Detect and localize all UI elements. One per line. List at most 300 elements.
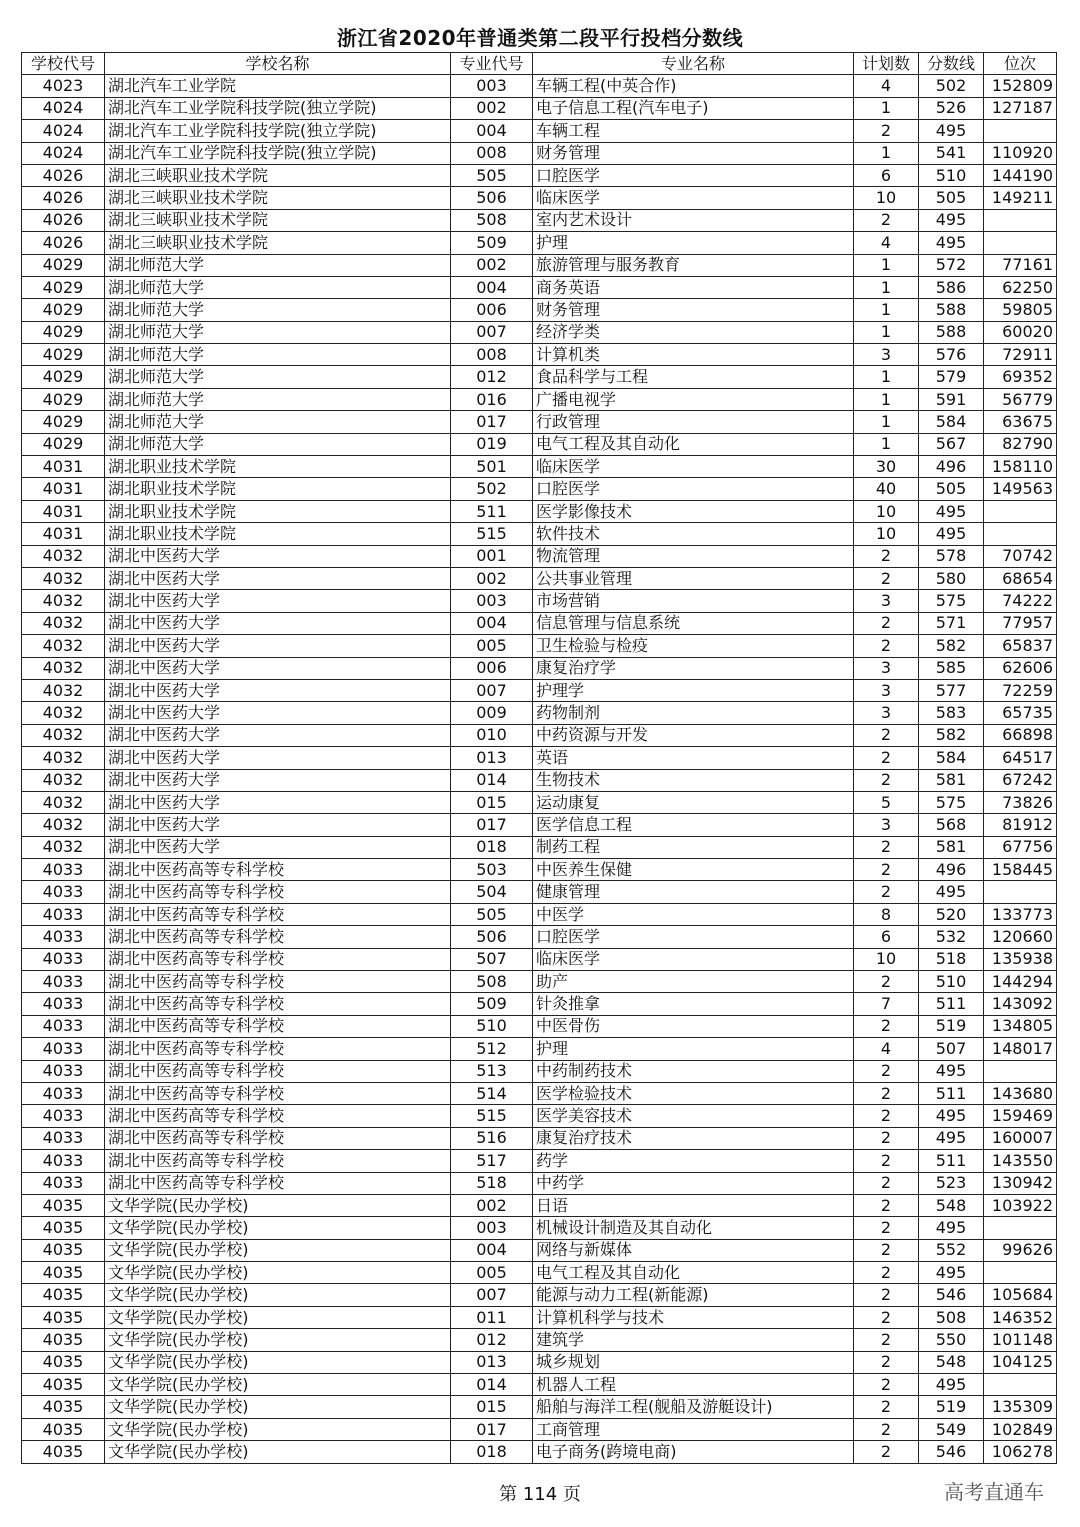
cell-rank: 69352 bbox=[984, 366, 1057, 388]
cell-rank: 65735 bbox=[984, 702, 1057, 724]
cell-rank: 67756 bbox=[984, 836, 1057, 858]
cell-major-code: 514 bbox=[451, 1082, 533, 1104]
table-row bbox=[22, 1284, 1057, 1306]
cell-school-code: 4033 bbox=[22, 971, 105, 993]
cell-plan-count: 2 bbox=[854, 1396, 919, 1418]
cell-school-name: 湖北中医药高等专科学校 bbox=[105, 993, 451, 1015]
cell-school-name: 湖北三峡职业技术学院 bbox=[105, 164, 451, 186]
cell-major-code: 503 bbox=[451, 859, 533, 881]
cell-major-name: 中医养生保健 bbox=[533, 859, 854, 881]
cell-plan-count: 3 bbox=[854, 814, 919, 836]
cell-score-line: 495 bbox=[919, 1060, 984, 1082]
cell-major-name: 电气工程及其自动化 bbox=[533, 433, 854, 455]
cell-school-code: 4024 bbox=[22, 120, 105, 142]
cell-school-code: 4035 bbox=[22, 1306, 105, 1328]
cell-major-code: 009 bbox=[451, 702, 533, 724]
cell-plan-count: 2 bbox=[854, 1418, 919, 1440]
cell-major-code: 512 bbox=[451, 1038, 533, 1060]
cell-plan-count: 2 bbox=[854, 1015, 919, 1037]
cell-school-code: 4033 bbox=[22, 1150, 105, 1172]
table-row bbox=[22, 1351, 1057, 1373]
cell-rank: 77957 bbox=[984, 612, 1057, 634]
cell-rank: 134805 bbox=[984, 1015, 1057, 1037]
cell-major-code: 504 bbox=[451, 881, 533, 903]
cell-major-code: 013 bbox=[451, 1351, 533, 1373]
cell-plan-count: 2 bbox=[854, 1284, 919, 1306]
cell-school-code: 4032 bbox=[22, 836, 105, 858]
cell-rank bbox=[984, 523, 1057, 545]
table-row bbox=[22, 657, 1057, 679]
cell-rank: 104125 bbox=[984, 1351, 1057, 1373]
cell-plan-count: 2 bbox=[854, 1194, 919, 1216]
cell-rank: 67242 bbox=[984, 769, 1057, 791]
table-row bbox=[22, 187, 1057, 209]
cell-school-code: 4035 bbox=[22, 1374, 105, 1396]
cell-major-code: 004 bbox=[451, 612, 533, 634]
cell-school-name: 文华学院(民办学校) bbox=[105, 1284, 451, 1306]
cell-school-name: 湖北中医药大学 bbox=[105, 791, 451, 813]
cell-school-name: 湖北中医药大学 bbox=[105, 567, 451, 589]
cell-score-line: 496 bbox=[919, 859, 984, 881]
cell-school-code: 4031 bbox=[22, 523, 105, 545]
cell-score-line: 548 bbox=[919, 1194, 984, 1216]
cell-major-code: 505 bbox=[451, 164, 533, 186]
cell-rank bbox=[984, 209, 1057, 231]
cell-plan-count: 2 bbox=[854, 747, 919, 769]
cell-major-code: 017 bbox=[451, 411, 533, 433]
cell-score-line: 495 bbox=[919, 1374, 984, 1396]
cell-school-code: 4033 bbox=[22, 1038, 105, 1060]
cell-rank bbox=[984, 1217, 1057, 1239]
cell-plan-count: 2 bbox=[854, 567, 919, 589]
cell-plan-count: 2 bbox=[854, 1217, 919, 1239]
cell-school-name: 湖北中医药大学 bbox=[105, 836, 451, 858]
cell-rank: 72911 bbox=[984, 344, 1057, 366]
cell-school-code: 4032 bbox=[22, 679, 105, 701]
cell-score-line: 575 bbox=[919, 791, 984, 813]
cell-school-name: 湖北中医药高等专科学校 bbox=[105, 1105, 451, 1127]
cell-major-name: 船舶与海洋工程(舰船及游艇设计) bbox=[533, 1396, 854, 1418]
cell-major-name: 卫生检验与检疫 bbox=[533, 635, 854, 657]
cell-rank: 65837 bbox=[984, 635, 1057, 657]
cell-school-name: 湖北中医药高等专科学校 bbox=[105, 881, 451, 903]
cell-score-line: 495 bbox=[919, 120, 984, 142]
table-row bbox=[22, 679, 1057, 701]
table-row bbox=[22, 1239, 1057, 1261]
cell-school-name: 湖北三峡职业技术学院 bbox=[105, 232, 451, 254]
cell-school-name: 文华学院(民办学校) bbox=[105, 1418, 451, 1440]
cell-score-line: 552 bbox=[919, 1239, 984, 1261]
cell-school-name: 湖北职业技术学院 bbox=[105, 456, 451, 478]
cell-rank: 144294 bbox=[984, 971, 1057, 993]
cell-plan-count: 3 bbox=[854, 657, 919, 679]
cell-school-code: 4026 bbox=[22, 232, 105, 254]
cell-rank: 149563 bbox=[984, 478, 1057, 500]
cell-school-name: 湖北中医药高等专科学校 bbox=[105, 1015, 451, 1037]
cell-plan-count: 1 bbox=[854, 433, 919, 455]
cell-major-code: 008 bbox=[451, 344, 533, 366]
cell-school-name: 湖北师范大学 bbox=[105, 254, 451, 276]
cell-plan-count: 3 bbox=[854, 702, 919, 724]
cell-school-code: 4032 bbox=[22, 702, 105, 724]
cell-rank: 158445 bbox=[984, 859, 1057, 881]
cell-rank: 77161 bbox=[984, 254, 1057, 276]
cell-major-code: 502 bbox=[451, 478, 533, 500]
cell-score-line: 495 bbox=[919, 232, 984, 254]
table-row bbox=[22, 1217, 1057, 1239]
cell-school-code: 4032 bbox=[22, 747, 105, 769]
cell-score-line: 502 bbox=[919, 75, 984, 97]
cell-school-name: 湖北中医药高等专科学校 bbox=[105, 1150, 451, 1172]
cell-plan-count: 10 bbox=[854, 523, 919, 545]
cell-major-name: 电子商务(跨境电商) bbox=[533, 1441, 854, 1463]
cell-major-code: 004 bbox=[451, 276, 533, 298]
cell-rank: 143550 bbox=[984, 1150, 1057, 1172]
cell-major-name: 日语 bbox=[533, 1194, 854, 1216]
cell-score-line: 567 bbox=[919, 433, 984, 455]
cell-major-name: 针灸推拿 bbox=[533, 993, 854, 1015]
cell-school-code: 4032 bbox=[22, 590, 105, 612]
cell-school-code: 4024 bbox=[22, 97, 105, 119]
cell-school-name: 湖北中医药大学 bbox=[105, 814, 451, 836]
cell-major-name: 公共事业管理 bbox=[533, 567, 854, 589]
cell-major-code: 005 bbox=[451, 635, 533, 657]
cell-rank bbox=[984, 881, 1057, 903]
cell-plan-count: 4 bbox=[854, 75, 919, 97]
cell-major-code: 002 bbox=[451, 1194, 533, 1216]
cell-rank: 70742 bbox=[984, 545, 1057, 567]
cell-school-code: 4033 bbox=[22, 1060, 105, 1082]
cell-school-name: 文华学院(民办学校) bbox=[105, 1441, 451, 1463]
cell-major-name: 护理 bbox=[533, 1038, 854, 1060]
col-header-school-code: 学校代号 bbox=[22, 53, 105, 75]
table-row bbox=[22, 478, 1057, 500]
cell-plan-count: 8 bbox=[854, 903, 919, 925]
table-row bbox=[22, 276, 1057, 298]
table-row bbox=[22, 344, 1057, 366]
cell-rank: 127187 bbox=[984, 97, 1057, 119]
cell-rank: 102849 bbox=[984, 1418, 1057, 1440]
cell-major-code: 010 bbox=[451, 724, 533, 746]
cell-plan-count: 2 bbox=[854, 836, 919, 858]
cell-score-line: 526 bbox=[919, 97, 984, 119]
table-row bbox=[22, 1015, 1057, 1037]
cell-school-name: 湖北中医药高等专科学校 bbox=[105, 903, 451, 925]
cell-major-name: 健康管理 bbox=[533, 881, 854, 903]
cell-school-name: 湖北中医药大学 bbox=[105, 747, 451, 769]
cell-major-code: 006 bbox=[451, 299, 533, 321]
cell-rank: 103922 bbox=[984, 1194, 1057, 1216]
cell-plan-count: 2 bbox=[854, 1441, 919, 1463]
cell-score-line: 548 bbox=[919, 1351, 984, 1373]
cell-school-name: 湖北中医药高等专科学校 bbox=[105, 1172, 451, 1194]
cell-score-line: 496 bbox=[919, 456, 984, 478]
cell-school-code: 4029 bbox=[22, 388, 105, 410]
cell-major-name: 网络与新媒体 bbox=[533, 1239, 854, 1261]
table-row bbox=[22, 590, 1057, 612]
cell-school-code: 4031 bbox=[22, 456, 105, 478]
cell-major-name: 临床医学 bbox=[533, 948, 854, 970]
cell-plan-count: 2 bbox=[854, 1351, 919, 1373]
table-row bbox=[22, 299, 1057, 321]
cell-school-name: 湖北汽车工业学院科技学院(独立学院) bbox=[105, 97, 451, 119]
table-row bbox=[22, 1262, 1057, 1284]
cell-plan-count: 4 bbox=[854, 232, 919, 254]
cell-score-line: 519 bbox=[919, 1396, 984, 1418]
cell-school-code: 4035 bbox=[22, 1418, 105, 1440]
table-row bbox=[22, 75, 1057, 97]
cell-major-code: 003 bbox=[451, 1217, 533, 1239]
cell-score-line: 584 bbox=[919, 747, 984, 769]
cell-plan-count: 2 bbox=[854, 1060, 919, 1082]
cell-score-line: 571 bbox=[919, 612, 984, 634]
cell-school-code: 4033 bbox=[22, 1015, 105, 1037]
cell-rank: 74222 bbox=[984, 590, 1057, 612]
cell-plan-count: 2 bbox=[854, 1172, 919, 1194]
cell-major-name: 中药资源与开发 bbox=[533, 724, 854, 746]
cell-school-code: 4026 bbox=[22, 164, 105, 186]
cell-plan-count: 30 bbox=[854, 456, 919, 478]
cell-major-code: 001 bbox=[451, 545, 533, 567]
cell-major-code: 501 bbox=[451, 456, 533, 478]
cell-score-line: 546 bbox=[919, 1441, 984, 1463]
cell-plan-count: 2 bbox=[854, 1329, 919, 1351]
cell-score-line: 510 bbox=[919, 971, 984, 993]
cell-score-line: 577 bbox=[919, 679, 984, 701]
cell-major-name: 医学检验技术 bbox=[533, 1082, 854, 1104]
table-row bbox=[22, 1441, 1057, 1463]
cell-school-name: 湖北师范大学 bbox=[105, 299, 451, 321]
cell-school-name: 湖北三峡职业技术学院 bbox=[105, 187, 451, 209]
cell-school-code: 4033 bbox=[22, 1172, 105, 1194]
cell-school-code: 4029 bbox=[22, 276, 105, 298]
cell-rank: 105684 bbox=[984, 1284, 1057, 1306]
cell-rank: 81912 bbox=[984, 814, 1057, 836]
cell-major-name: 中医骨伤 bbox=[533, 1015, 854, 1037]
cell-rank: 59805 bbox=[984, 299, 1057, 321]
cell-school-name: 文华学院(民办学校) bbox=[105, 1306, 451, 1328]
cell-plan-count: 1 bbox=[854, 366, 919, 388]
cell-score-line: 495 bbox=[919, 1105, 984, 1127]
table-row bbox=[22, 1194, 1057, 1216]
cell-major-name: 生物技术 bbox=[533, 769, 854, 791]
table-row bbox=[22, 993, 1057, 1015]
cell-rank: 158110 bbox=[984, 456, 1057, 478]
cell-school-name: 湖北中医药高等专科学校 bbox=[105, 859, 451, 881]
table-row bbox=[22, 724, 1057, 746]
cell-score-line: 495 bbox=[919, 523, 984, 545]
cell-rank bbox=[984, 1374, 1057, 1396]
cell-score-line: 581 bbox=[919, 836, 984, 858]
cell-major-name: 药学 bbox=[533, 1150, 854, 1172]
cell-score-line: 505 bbox=[919, 187, 984, 209]
cell-plan-count: 40 bbox=[854, 478, 919, 500]
cell-major-name: 机械设计制造及其自动化 bbox=[533, 1217, 854, 1239]
cell-score-line: 495 bbox=[919, 500, 984, 522]
cell-school-name: 文华学院(民办学校) bbox=[105, 1396, 451, 1418]
table-row bbox=[22, 209, 1057, 231]
cell-major-code: 002 bbox=[451, 254, 533, 276]
cell-rank: 66898 bbox=[984, 724, 1057, 746]
table-row bbox=[22, 388, 1057, 410]
cell-major-code: 015 bbox=[451, 1396, 533, 1418]
cell-school-name: 湖北师范大学 bbox=[105, 388, 451, 410]
cell-school-code: 4031 bbox=[22, 500, 105, 522]
cell-score-line: 568 bbox=[919, 814, 984, 836]
cell-major-code: 509 bbox=[451, 232, 533, 254]
page-number: 第 114 页 bbox=[499, 1484, 581, 1505]
cell-school-name: 湖北中医药高等专科学校 bbox=[105, 1082, 451, 1104]
cell-score-line: 518 bbox=[919, 948, 984, 970]
cell-plan-count: 7 bbox=[854, 993, 919, 1015]
cell-school-code: 4035 bbox=[22, 1284, 105, 1306]
cell-plan-count: 2 bbox=[854, 859, 919, 881]
cell-plan-count: 2 bbox=[854, 1239, 919, 1261]
cell-plan-count: 2 bbox=[854, 1150, 919, 1172]
table-header-row bbox=[22, 53, 1057, 75]
cell-school-code: 4029 bbox=[22, 321, 105, 343]
table-row bbox=[22, 1060, 1057, 1082]
cell-rank: 152809 bbox=[984, 75, 1057, 97]
cell-plan-count: 1 bbox=[854, 411, 919, 433]
cell-school-name: 湖北中医药大学 bbox=[105, 590, 451, 612]
cell-major-name: 财务管理 bbox=[533, 299, 854, 321]
cell-major-code: 002 bbox=[451, 567, 533, 589]
cell-major-name: 工商管理 bbox=[533, 1418, 854, 1440]
table-row bbox=[22, 747, 1057, 769]
cell-school-name: 湖北中医药大学 bbox=[105, 657, 451, 679]
cell-school-code: 4033 bbox=[22, 1082, 105, 1104]
cell-rank: 149211 bbox=[984, 187, 1057, 209]
cell-major-name: 室内艺术设计 bbox=[533, 209, 854, 231]
cell-score-line: 582 bbox=[919, 635, 984, 657]
cell-plan-count: 1 bbox=[854, 97, 919, 119]
cell-school-code: 4032 bbox=[22, 635, 105, 657]
cell-score-line: 519 bbox=[919, 1015, 984, 1037]
cell-score-line: 510 bbox=[919, 164, 984, 186]
table-row bbox=[22, 1082, 1057, 1104]
cell-plan-count: 5 bbox=[854, 791, 919, 813]
cell-school-code: 4023 bbox=[22, 75, 105, 97]
cell-major-name: 机器人工程 bbox=[533, 1374, 854, 1396]
cell-major-name: 康复治疗学 bbox=[533, 657, 854, 679]
cell-major-code: 511 bbox=[451, 500, 533, 522]
cell-score-line: 583 bbox=[919, 702, 984, 724]
cell-major-name: 临床医学 bbox=[533, 456, 854, 478]
cell-major-code: 505 bbox=[451, 903, 533, 925]
cell-major-name: 行政管理 bbox=[533, 411, 854, 433]
cell-school-code: 4031 bbox=[22, 478, 105, 500]
cell-major-code: 003 bbox=[451, 75, 533, 97]
cell-plan-count: 4 bbox=[854, 1038, 919, 1060]
cell-plan-count: 2 bbox=[854, 545, 919, 567]
table-row bbox=[22, 635, 1057, 657]
watermark: 高考直通车 bbox=[944, 1480, 1044, 1504]
cell-school-code: 4035 bbox=[22, 1262, 105, 1284]
cell-school-name: 湖北师范大学 bbox=[105, 411, 451, 433]
cell-major-code: 007 bbox=[451, 679, 533, 701]
cell-major-name: 车辆工程 bbox=[533, 120, 854, 142]
cell-major-name: 广播电视学 bbox=[533, 388, 854, 410]
cell-major-code: 017 bbox=[451, 1418, 533, 1440]
cell-major-code: 513 bbox=[451, 1060, 533, 1082]
cell-rank bbox=[984, 500, 1057, 522]
table-row bbox=[22, 926, 1057, 948]
cell-school-name: 文华学院(民办学校) bbox=[105, 1239, 451, 1261]
cell-major-code: 012 bbox=[451, 1329, 533, 1351]
cell-major-name: 车辆工程(中英合作) bbox=[533, 75, 854, 97]
cell-score-line: 582 bbox=[919, 724, 984, 746]
table-row bbox=[22, 545, 1057, 567]
cell-school-code: 4032 bbox=[22, 814, 105, 836]
cell-rank bbox=[984, 1060, 1057, 1082]
cell-school-name: 湖北中医药大学 bbox=[105, 545, 451, 567]
cell-school-code: 4029 bbox=[22, 411, 105, 433]
table-row bbox=[22, 411, 1057, 433]
col-header-school-name: 学校名称 bbox=[105, 53, 451, 75]
cell-school-name: 湖北中医药高等专科学校 bbox=[105, 1038, 451, 1060]
cell-school-code: 4026 bbox=[22, 209, 105, 231]
cell-rank: 159469 bbox=[984, 1105, 1057, 1127]
cell-school-code: 4032 bbox=[22, 657, 105, 679]
table-row bbox=[22, 142, 1057, 164]
cell-major-code: 510 bbox=[451, 1015, 533, 1037]
cell-major-code: 508 bbox=[451, 971, 533, 993]
cell-major-name: 运动康复 bbox=[533, 791, 854, 813]
cell-major-code: 517 bbox=[451, 1150, 533, 1172]
cell-major-code: 007 bbox=[451, 1284, 533, 1306]
cell-rank: 143680 bbox=[984, 1082, 1057, 1104]
cell-major-code: 019 bbox=[451, 433, 533, 455]
cell-major-code: 518 bbox=[451, 1172, 533, 1194]
cell-rank: 135938 bbox=[984, 948, 1057, 970]
cell-school-code: 4033 bbox=[22, 926, 105, 948]
cell-score-line: 588 bbox=[919, 321, 984, 343]
cell-rank: 133773 bbox=[984, 903, 1057, 925]
cell-major-name: 商务英语 bbox=[533, 276, 854, 298]
cell-rank: 106278 bbox=[984, 1441, 1057, 1463]
cell-score-line: 532 bbox=[919, 926, 984, 948]
cell-major-code: 018 bbox=[451, 836, 533, 858]
table-row bbox=[22, 859, 1057, 881]
table-row bbox=[22, 1038, 1057, 1060]
table-row bbox=[22, 456, 1057, 478]
table-row bbox=[22, 164, 1057, 186]
cell-major-code: 004 bbox=[451, 120, 533, 142]
cell-school-name: 湖北中医药高等专科学校 bbox=[105, 1060, 451, 1082]
cell-major-code: 516 bbox=[451, 1127, 533, 1149]
cell-score-line: 495 bbox=[919, 1127, 984, 1149]
col-header-major-code: 专业代号 bbox=[451, 53, 533, 75]
cell-score-line: 546 bbox=[919, 1284, 984, 1306]
cell-rank bbox=[984, 1262, 1057, 1284]
cell-major-code: 011 bbox=[451, 1306, 533, 1328]
cell-rank: 148017 bbox=[984, 1038, 1057, 1060]
cell-major-code: 506 bbox=[451, 187, 533, 209]
cell-score-line: 586 bbox=[919, 276, 984, 298]
cell-score-line: 591 bbox=[919, 388, 984, 410]
cell-plan-count: 2 bbox=[854, 1306, 919, 1328]
cell-school-code: 4033 bbox=[22, 993, 105, 1015]
cell-major-name: 城乡规划 bbox=[533, 1351, 854, 1373]
cell-school-code: 4029 bbox=[22, 366, 105, 388]
cell-major-name: 口腔医学 bbox=[533, 478, 854, 500]
table-row bbox=[22, 702, 1057, 724]
cell-major-name: 计算机科学与技术 bbox=[533, 1306, 854, 1328]
cell-plan-count: 2 bbox=[854, 635, 919, 657]
cell-school-name: 文华学院(民办学校) bbox=[105, 1262, 451, 1284]
cell-major-code: 508 bbox=[451, 209, 533, 231]
